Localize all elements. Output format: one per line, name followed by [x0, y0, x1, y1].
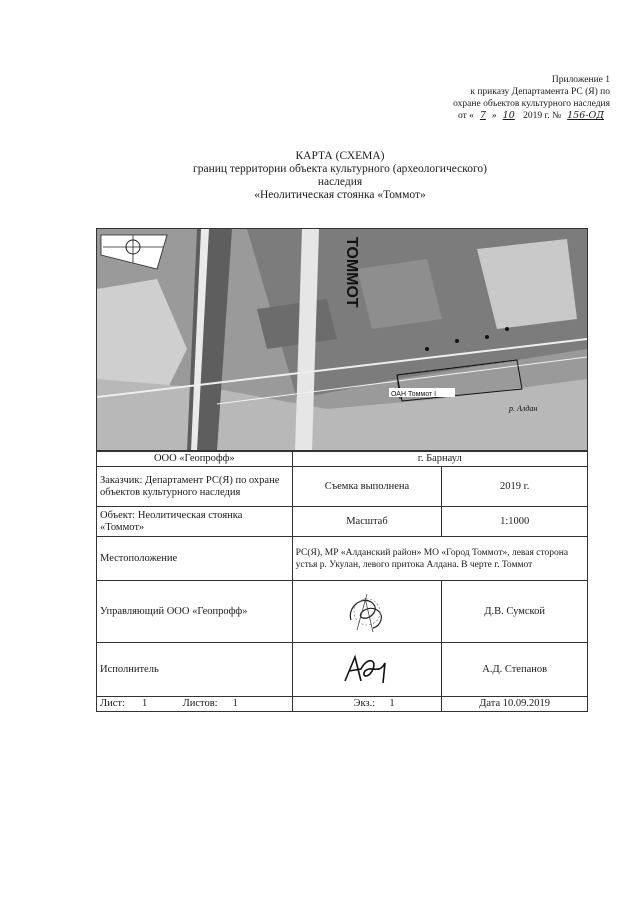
stamp-sheets-value: 1 — [232, 698, 238, 709]
manager-signature-cell — [292, 581, 442, 643]
stamp-location-value: РС(Я), МР «Алданский район» МО «Город Томмот», левая сторона устья р. Укулан, левого притока Алдана. В черте г. Томмот — [292, 537, 587, 581]
order-month: 10 — [502, 110, 515, 121]
map-site-label: ОАН Томмот I — [391, 391, 437, 398]
stamp-manager-label: Управляющий ООО «Геопрофф» — [97, 581, 293, 643]
executor-signature-cell — [292, 643, 442, 697]
year-suffix: 2019 г. № — [523, 111, 562, 121]
appendix-date-line — [350, 110, 610, 122]
stamp-city: г. Барнаул — [292, 451, 587, 467]
date-prefix: от « — [457, 111, 474, 121]
stamp-survey-label: Съемка выполнена — [292, 467, 442, 507]
title-line-2: границ территории объекта культурного (археологического) — [193, 163, 487, 175]
order-day: 7 — [479, 110, 486, 121]
appendix-block — [350, 74, 610, 122]
stamp-survey-year: 2019 г. — [442, 467, 588, 507]
map-river-label: р. Алдан — [509, 404, 538, 413]
stamp-copy-cell — [292, 697, 442, 712]
manager-signature — [337, 590, 397, 634]
stamp-date: Дата 10.09.2019 — [442, 697, 588, 712]
stamp-manager-name: Д.В. Сумской — [442, 581, 588, 643]
stamp-client: Заказчик: Департамент РС(Я) по охране объектов культурного наследия — [97, 467, 293, 507]
stamp-scale-value: 1:1000 — [442, 507, 588, 537]
month-prefix: » — [491, 111, 497, 121]
stamp-org: ООО «Геопрофф» — [97, 451, 293, 467]
map-image — [97, 229, 587, 451]
stamp-sheet-value: 1 — [142, 698, 148, 709]
stamp-scale-label: Масштаб — [292, 507, 442, 537]
stamp-sheet-cell — [97, 697, 293, 712]
title-line-1: КАРТА (СХЕМА) — [295, 150, 385, 162]
title-stamp-table — [96, 450, 588, 712]
stamp-object: Объект: Неолитическая стоянка «Томмот» — [97, 507, 293, 537]
map-town-label: ТОММОТ — [343, 237, 360, 308]
site-map — [96, 228, 588, 452]
title-line-3: наследия — [317, 176, 363, 188]
order-number: 156-ОД — [567, 110, 604, 121]
stamp-location-label: Местоположение — [97, 537, 293, 581]
title-line-4: «Неолитическая стоянка «Томмот» — [254, 189, 426, 201]
appendix-line-1: Приложение 1 — [551, 75, 610, 85]
stamp-sheets-label: Листов: — [182, 698, 218, 709]
stamp-executor-name: А.Д. Степанов — [442, 643, 588, 697]
appendix-line-3: охране объектов культурного наследия — [453, 99, 610, 109]
document-title — [120, 150, 560, 202]
executor-signature — [339, 653, 395, 687]
appendix-line-2: к приказу Департамента РС (Я) по — [470, 87, 610, 97]
stamp-copy-label: Экз.: — [353, 698, 376, 709]
stamp-executor-label: Исполнитель — [97, 643, 293, 697]
stamp-copy-value: 1 — [389, 698, 395, 709]
stamp-sheet-label: Лист: — [100, 698, 125, 709]
